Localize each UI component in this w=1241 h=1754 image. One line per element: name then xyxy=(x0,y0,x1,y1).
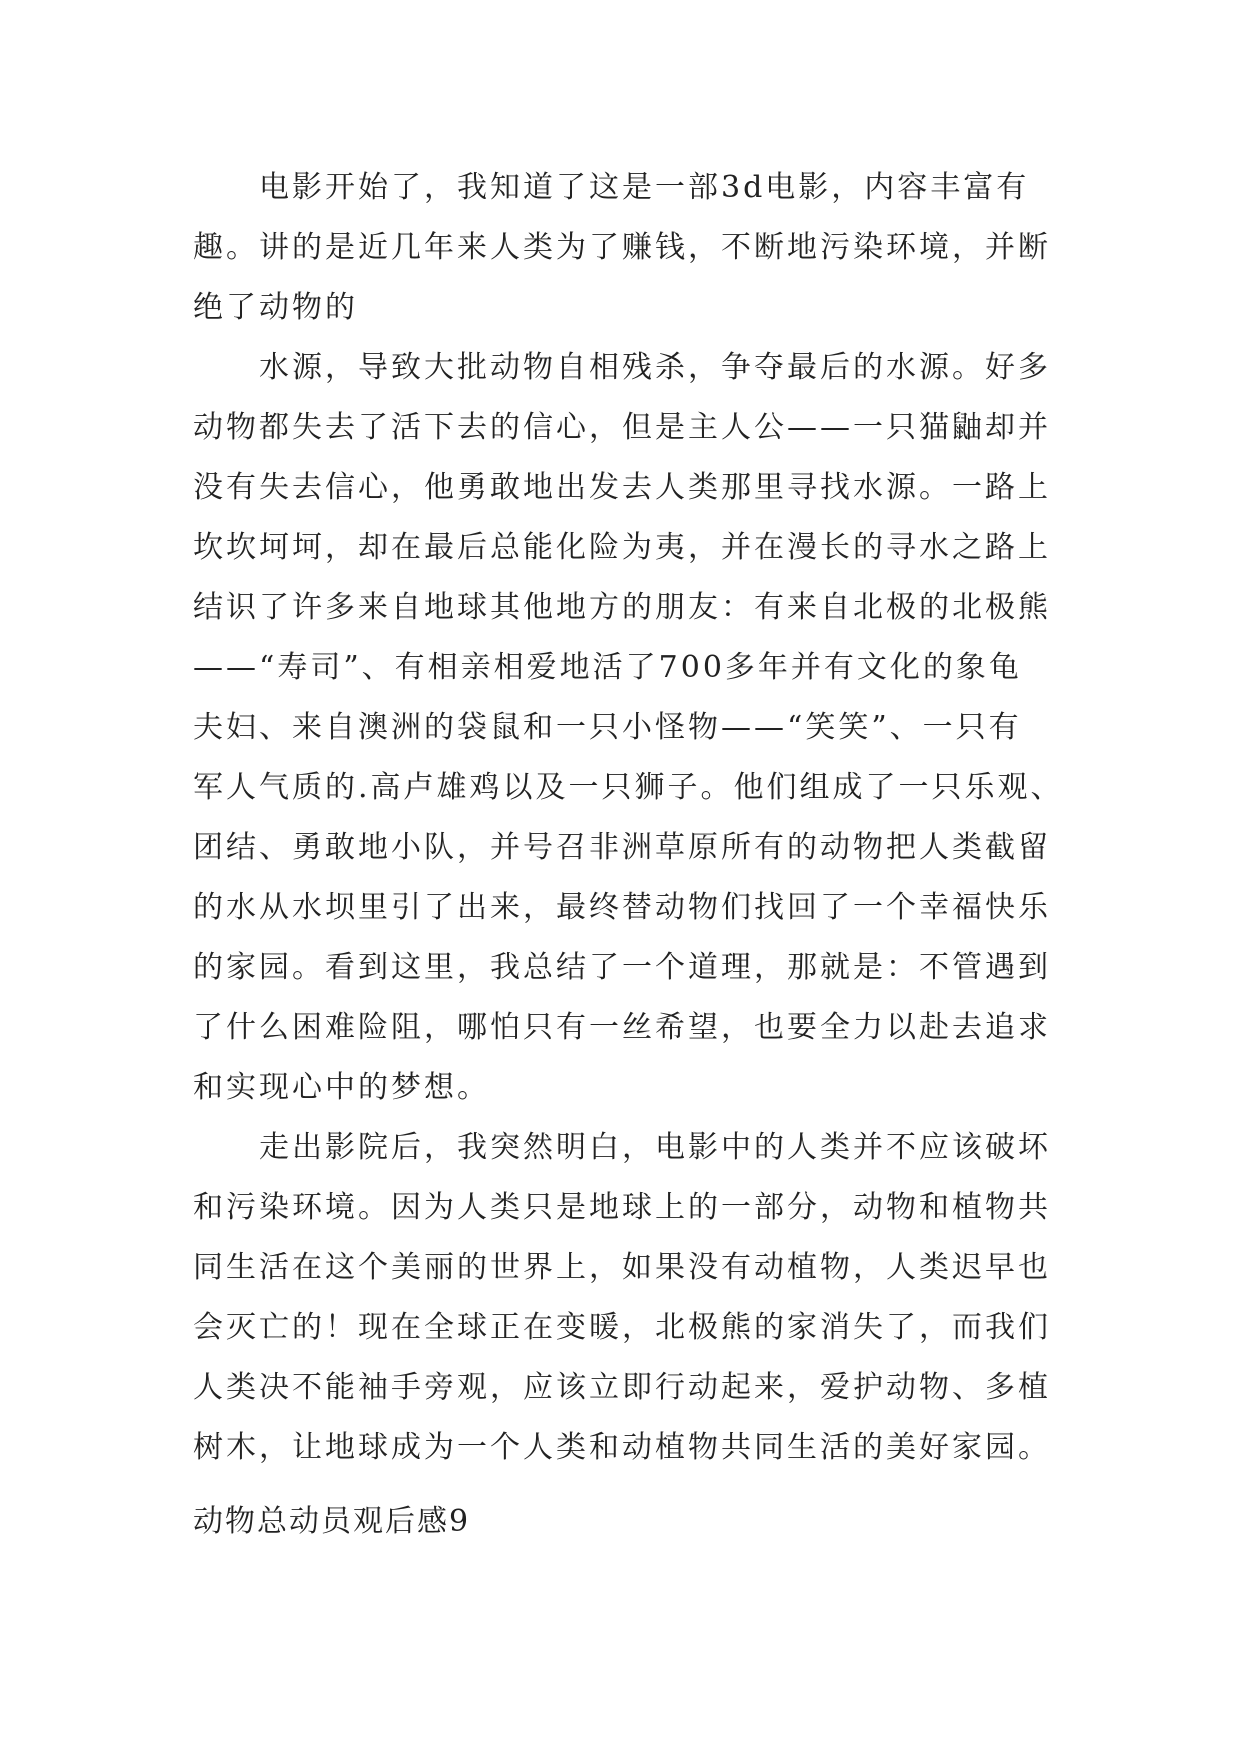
paragraph-3 xyxy=(193,1118,1053,1478)
section-heading: 动物总动员观后感9 xyxy=(193,1504,471,1539)
text-line: 同生活在这个美丽的世界上，如果没有动植物，人类迟早也 xyxy=(193,1250,1051,1285)
text-line: 夫妇、来自澳洲的袋鼠和一只小怪物——“笑笑”、一只有 xyxy=(193,710,1022,745)
paragraph-1 xyxy=(193,158,1053,338)
text-line: 军人气质的.高卢雄鸡以及一只狮子。他们组成了一只乐观、 xyxy=(193,770,1064,805)
text-line: 电影开始了，我知道了这是一部3d电影，内容丰富有 xyxy=(259,170,1030,205)
text-line: 和实现心中的梦想。 xyxy=(193,1070,490,1105)
paragraph-2 xyxy=(193,338,1064,1118)
text-line: 没有失去信心，他勇敢地出发去人类那里寻找水源。一路上 xyxy=(193,470,1051,505)
text-line: 趣。讲的是近几年来人类为了赚钱，不断地污染环境，并断 xyxy=(193,230,1051,265)
text-line: 绝了动物的 xyxy=(193,290,358,325)
text-line: 的家园。看到这里，我总结了一个道理，那就是：不管遇到 xyxy=(193,950,1051,985)
text-line: 会灭亡的！现在全球正在变暖，北极熊的家消失了，而我们 xyxy=(193,1310,1051,1345)
text-line: 树木，让地球成为一个人类和动植物共同生活的美好家园。 xyxy=(193,1430,1051,1465)
text-line: 坎坎坷坷，却在最后总能化险为夷，并在漫长的寻水之路上 xyxy=(193,530,1051,565)
text-line: 人类决不能袖手旁观，应该立即行动起来，爱护动物、多植 xyxy=(193,1370,1051,1405)
text-line: 的水从水坝里引了出来，最终替动物们找回了一个幸福快乐 xyxy=(193,890,1051,925)
text-line: 结识了许多来自地球其他地方的朋友：有来自北极的北极熊 xyxy=(193,590,1051,625)
text-line: 走出影院后，我突然明白，电影中的人类并不应该破坏 xyxy=(259,1130,1051,1165)
text-line: 和污染环境。因为人类只是地球上的一部分，动物和植物共 xyxy=(193,1190,1051,1225)
document-body xyxy=(193,158,1064,1478)
text-line: 了什么困难险阻，哪怕只有一丝希望，也要全力以赴去追求 xyxy=(193,1010,1051,1045)
text-line: ——“寿司”、有相亲相爱地活了700多年并有文化的象龟 xyxy=(193,650,1022,685)
text-line: 水源，导致大批动物自相残杀，争夺最后的水源。好多 xyxy=(259,350,1051,385)
text-line: 团结、勇敢地小队，并号召非洲草原所有的动物把人类截留 xyxy=(193,830,1051,865)
text-line: 动物都失去了活下去的信心，但是主人公——一只猫鼬却并 xyxy=(193,410,1051,445)
